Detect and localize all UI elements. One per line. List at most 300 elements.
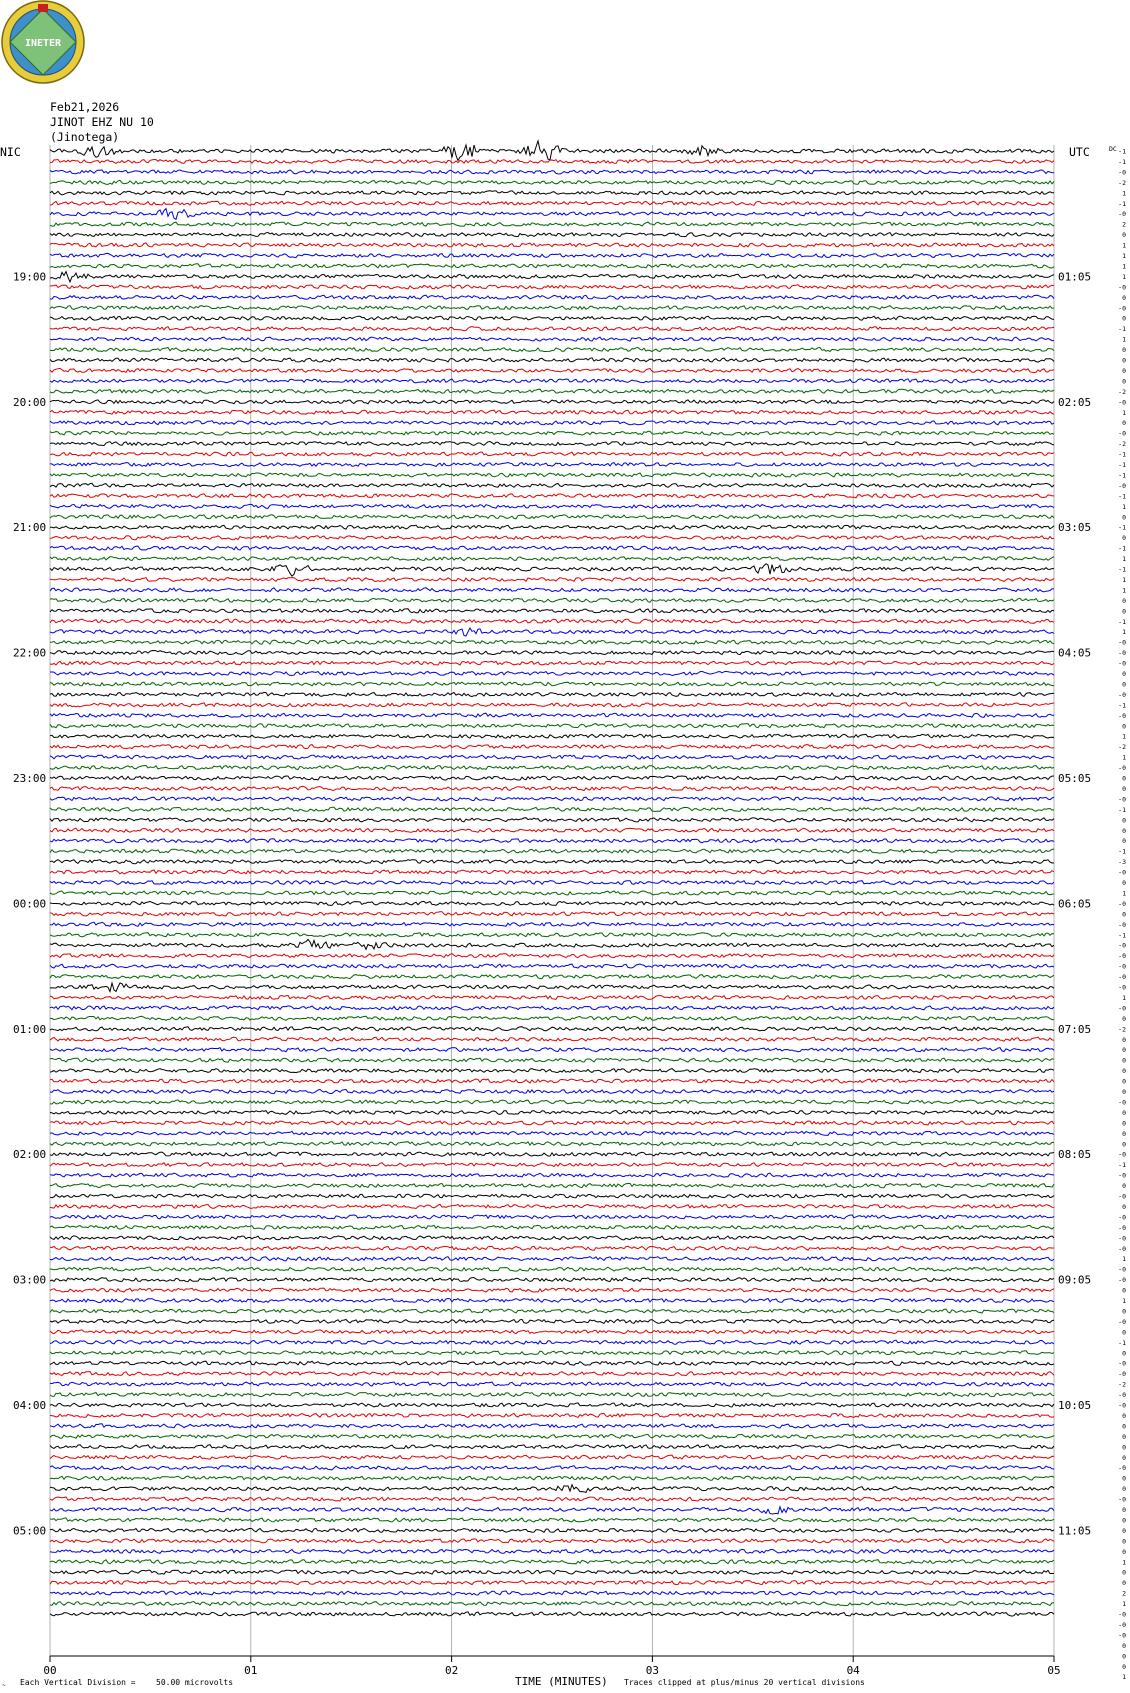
dc-offset-value: 0 xyxy=(1122,1328,1126,1337)
seismic-trace xyxy=(50,598,1054,602)
x-tick-label: 02 xyxy=(444,1664,459,1677)
dc-offset-value: -0 xyxy=(1118,398,1126,407)
dc-offset-value: 0 xyxy=(1122,1453,1126,1462)
seismic-trace xyxy=(50,1131,1054,1135)
dc-offset-value: 1 xyxy=(1122,586,1126,595)
seismic-trace xyxy=(50,1476,1054,1480)
seismic-trace xyxy=(50,233,1054,237)
seismic-trace xyxy=(50,1372,1054,1376)
seismic-trace xyxy=(50,1037,1054,1041)
hour-label-right: 09:05 xyxy=(1058,1273,1092,1287)
dc-offset-value: 0 xyxy=(1122,1568,1126,1577)
dc-offset-value: 1 xyxy=(1122,1558,1126,1567)
seismic-trace xyxy=(50,682,1054,686)
x-tick-group xyxy=(43,1656,1060,1677)
dc-offset-value: -1 xyxy=(1118,492,1126,501)
seismic-trace xyxy=(50,1110,1054,1114)
dc-offset-value: -1 xyxy=(1118,157,1126,166)
dc-offset-value: -0 xyxy=(1118,1244,1126,1253)
seismic-trace xyxy=(50,1591,1054,1595)
seismic-trace xyxy=(50,1518,1054,1522)
seismic-trace xyxy=(50,1340,1054,1344)
hour-label-left: 21:00 xyxy=(13,521,47,535)
seismic-trace xyxy=(50,1507,1054,1514)
seismic-trace xyxy=(50,786,1054,790)
dc-offset-value: -1 xyxy=(1118,805,1126,814)
dc-offset-value: 0 xyxy=(1122,1422,1126,1431)
dc-offset-value: -0 xyxy=(1118,1276,1126,1285)
scale-value: 50.00 microvolts xyxy=(156,1678,234,1687)
seismic-trace xyxy=(50,640,1054,644)
dc-offset-value: -0 xyxy=(1118,941,1126,950)
seismic-trace xyxy=(50,755,1054,759)
dc-offset-value: -0 xyxy=(1118,1401,1126,1410)
seismic-trace xyxy=(50,1528,1054,1532)
dc-offset-value: 0 xyxy=(1122,670,1126,678)
seismic-trace xyxy=(50,348,1054,352)
hour-label-left: 00:00 xyxy=(13,897,47,911)
seismic-trace xyxy=(50,1413,1054,1417)
dc-offset-value: -2 xyxy=(1118,743,1126,752)
dc-offset-value: -1 xyxy=(1118,147,1126,156)
seismic-trace xyxy=(50,1570,1054,1574)
seismic-trace xyxy=(50,939,1054,949)
dc-offset-value: 0 xyxy=(1122,1129,1126,1138)
dc-offset-value: -0 xyxy=(1118,1359,1126,1368)
dc-offset-value: -0 xyxy=(1118,1265,1126,1274)
dc-offset-value: 1 xyxy=(1122,189,1126,198)
seismic-trace xyxy=(50,1455,1054,1459)
dc-offset-value: -1 xyxy=(1118,199,1126,208)
dc-offset-value: 1 xyxy=(1122,1600,1126,1609)
seismic-trace xyxy=(50,1267,1054,1271)
seismic-trace xyxy=(50,209,1054,220)
seismic-trace xyxy=(50,839,1054,843)
seismic-trace xyxy=(50,1089,1054,1093)
dc-offset-value: -0 xyxy=(1118,795,1126,804)
dc-offset-value: 0 xyxy=(1122,1579,1126,1588)
dc-offset-value: 2 xyxy=(1122,1589,1126,1598)
dc-offset-value: 0 xyxy=(1122,534,1126,543)
dc-offset-value: 1 xyxy=(1122,1297,1126,1305)
station-code: JINOT EHZ NU 10 xyxy=(50,115,154,129)
dc-offset-value: 0 xyxy=(1122,1119,1126,1128)
seismic-trace xyxy=(50,1393,1054,1397)
dc-offset-value: 1 xyxy=(1122,252,1126,260)
dc-offset-value: -2 xyxy=(1118,387,1126,396)
dc-offset-value: 0 xyxy=(1122,1077,1126,1086)
local-timezone-label: NIC xyxy=(0,145,21,159)
dc-offset-value: -0 xyxy=(1118,1495,1126,1504)
seismic-trace xyxy=(50,849,1054,853)
seismic-trace xyxy=(50,159,1054,163)
dc-offset-value: -0 xyxy=(1118,1464,1126,1473)
hour-label-right: 10:05 xyxy=(1058,1399,1092,1412)
dc-offset-value: 1 xyxy=(1122,1673,1126,1682)
dc-offset-value: -0 xyxy=(1118,983,1126,992)
dc-offset-value: 0 xyxy=(1122,1035,1126,1044)
dc-offset-value: 0 xyxy=(1122,1537,1126,1546)
dc-column-label: DC xyxy=(1109,145,1117,153)
seismic-trace xyxy=(50,536,1054,540)
dc-offset-value: 0 xyxy=(1122,1547,1126,1556)
seismic-trace xyxy=(50,1309,1054,1313)
seismic-trace xyxy=(50,1434,1054,1438)
seismic-trace xyxy=(50,201,1054,205)
seismic-trace xyxy=(50,1194,1054,1198)
seismic-trace xyxy=(50,964,1054,968)
seismic-trace xyxy=(50,1319,1054,1323)
dc-offset-value: 0 xyxy=(1122,837,1126,846)
hour-label-left: 02:00 xyxy=(13,1148,47,1162)
utc-timezone-label: UTC xyxy=(1069,145,1090,159)
seismic-trace xyxy=(50,619,1054,623)
hour-label-left: 04:00 xyxy=(13,1399,47,1412)
dc-offset-value: 1 xyxy=(1122,753,1126,762)
dc-offset-value: -0 xyxy=(1118,920,1126,929)
dc-offset-value: -1 xyxy=(1118,847,1126,856)
dc-offset-value: 0 xyxy=(1122,722,1126,731)
dc-offset-value: 0 xyxy=(1122,1014,1126,1023)
dc-offset-value: -0 xyxy=(1118,899,1126,908)
trace-group xyxy=(50,141,1054,1616)
dc-offset-value: -0 xyxy=(1118,1620,1126,1629)
dc-offset-value: 0 xyxy=(1122,1202,1126,1211)
dc-offset-value: -1 xyxy=(1118,461,1126,469)
dc-offset-value: 0 xyxy=(1122,1286,1126,1295)
seismic-trace xyxy=(50,327,1054,331)
seismic-trace xyxy=(50,1602,1054,1606)
dc-offset-value: -1 xyxy=(1118,450,1126,459)
seismic-trace xyxy=(50,860,1054,864)
seismic-trace xyxy=(50,1048,1054,1052)
dc-offset-value: 1 xyxy=(1122,889,1126,898)
dc-offset-value: -0 xyxy=(1118,481,1126,490)
seismic-trace xyxy=(50,1100,1054,1104)
dc-offset-value: 0 xyxy=(1122,1432,1126,1441)
seismic-trace xyxy=(50,577,1054,581)
seismic-trace xyxy=(50,1246,1054,1250)
dc-offset-value: -0 xyxy=(1118,690,1126,699)
dc-offset-value: -0 xyxy=(1118,638,1126,647)
x-tick-label: 03 xyxy=(645,1664,660,1677)
dc-offset-value: -0 xyxy=(1118,764,1126,773)
hour-label-left: 23:00 xyxy=(13,772,47,785)
dc-offset-value: 0 xyxy=(1122,1349,1126,1358)
hour-label-left: 19:00 xyxy=(13,270,47,284)
seismic-trace xyxy=(50,494,1054,498)
seismic-trace xyxy=(50,891,1054,895)
dc-offset-value: -0 xyxy=(1118,304,1126,313)
dc-offset-value: -0 xyxy=(1118,1610,1126,1619)
hour-label-left: 05:00 xyxy=(13,1524,47,1538)
dc-offset-value: -1 xyxy=(1118,931,1126,940)
dc-offset-value: 0 xyxy=(1122,1474,1126,1483)
dc-offset-value: -1 xyxy=(1118,701,1126,710)
dc-offset-value: 0 xyxy=(1122,346,1126,355)
dc-offset-value: 1 xyxy=(1122,241,1126,250)
hour-label-right: 04:05 xyxy=(1058,646,1092,660)
hour-label-right: 06:05 xyxy=(1058,897,1092,911)
dc-offset-value: 0 xyxy=(1122,1652,1126,1661)
dc-offset-value: 0 xyxy=(1122,1046,1126,1055)
seismic-trace xyxy=(50,483,1054,487)
hour-label-right: 05:05 xyxy=(1058,772,1092,785)
dc-offset-value: 0 xyxy=(1122,774,1126,783)
seismic-trace xyxy=(50,651,1054,655)
seismic-trace xyxy=(50,734,1054,738)
seismic-trace xyxy=(50,557,1054,561)
dc-offset-value: -0 xyxy=(1118,952,1126,961)
seismic-trace xyxy=(50,724,1054,728)
seismic-trace xyxy=(50,703,1054,707)
seismic-trace xyxy=(50,1152,1054,1156)
dc-offset-value: -0 xyxy=(1118,1223,1126,1232)
seismic-trace xyxy=(50,564,1054,576)
dc-offset-value: -0 xyxy=(1118,1631,1126,1640)
x-tick-label: 04 xyxy=(846,1664,860,1677)
dc-offset-value: 0 xyxy=(1122,1662,1126,1671)
seismic-trace xyxy=(50,264,1054,268)
seismic-trace xyxy=(50,504,1054,508)
seismic-trace xyxy=(50,1079,1054,1083)
dc-offset-value: -1 xyxy=(1118,325,1126,334)
seismic-trace xyxy=(50,766,1054,770)
seismic-trace xyxy=(50,692,1054,696)
dc-offset-value: 0 xyxy=(1122,1108,1126,1117)
seismic-trace xyxy=(50,222,1054,226)
seismic-trace xyxy=(50,1006,1054,1010)
dc-offset-value: -1 xyxy=(1118,471,1126,480)
seismic-trace xyxy=(50,431,1054,435)
dc-offset-value: 1 xyxy=(1122,272,1126,281)
seismic-trace xyxy=(50,1225,1054,1229)
seismic-trace xyxy=(50,745,1054,749)
dc-offset-value: 0 xyxy=(1122,1067,1126,1076)
dc-offset-value: 0 xyxy=(1122,1411,1126,1420)
seismic-trace xyxy=(50,1173,1054,1177)
dc-offset-value: -0 xyxy=(1118,649,1126,658)
dc-offset-value: 2 xyxy=(1122,220,1126,229)
seismic-trace xyxy=(50,661,1054,665)
dc-offset-value: 0 xyxy=(1122,1140,1126,1149)
dc-offset-value: 1 xyxy=(1122,335,1126,344)
seismic-trace xyxy=(50,1204,1054,1208)
seismic-trace xyxy=(50,922,1054,926)
dc-offset-value: 0 xyxy=(1122,1182,1126,1191)
seismic-trace xyxy=(50,473,1054,477)
seismic-trace xyxy=(50,1445,1054,1449)
dc-offset-value: -0 xyxy=(1118,1317,1126,1326)
hour-label-right: 08:05 xyxy=(1058,1148,1092,1162)
hour-label-right: 03:05 xyxy=(1058,521,1092,535)
seismic-trace xyxy=(50,442,1054,446)
seismic-trace xyxy=(50,713,1054,717)
seismic-trace xyxy=(50,452,1054,456)
dc-offset-value: 0 xyxy=(1122,419,1126,428)
seismic-trace xyxy=(50,1278,1054,1282)
station-location: (Jinotega) xyxy=(50,130,120,144)
dc-offset-value: 0 xyxy=(1122,356,1126,365)
seismic-trace xyxy=(50,1058,1054,1062)
dc-offset-value: -0 xyxy=(1118,1098,1126,1107)
seismic-trace xyxy=(50,1361,1054,1365)
seismic-trace xyxy=(50,410,1054,414)
dc-offset-value: -1 xyxy=(1118,1338,1126,1347)
dc-offset-value: -0 xyxy=(1118,1171,1126,1180)
dc-offset-value: 0 xyxy=(1122,377,1126,386)
dc-offset-value: 0 xyxy=(1122,314,1126,323)
seismic-trace xyxy=(50,1215,1054,1219)
seismic-trace xyxy=(50,797,1054,801)
seismic-trace xyxy=(50,1121,1054,1125)
dc-offset-value: 0 xyxy=(1122,1516,1126,1525)
clip-note: Traces clipped at plus/minus 20 vertical divisions xyxy=(624,1678,865,1687)
seismic-trace xyxy=(50,515,1054,519)
seismic-trace xyxy=(50,1299,1054,1303)
dc-offset-value: 0 xyxy=(1122,826,1126,835)
dc-offset-value: 1 xyxy=(1122,732,1126,741)
seismic-trace xyxy=(50,933,1054,937)
seismic-trace xyxy=(50,368,1054,372)
dc-offset-value: 0 xyxy=(1122,1307,1126,1316)
dc-offset-value: 1 xyxy=(1122,993,1126,1002)
dc-offset-value: 0 xyxy=(1122,1641,1126,1650)
dc-offset-value: -0 xyxy=(1118,1213,1126,1222)
seismic-trace xyxy=(50,1163,1054,1167)
dc-offset-value: 1 xyxy=(1122,575,1126,584)
hour-label-left: 03:00 xyxy=(13,1273,47,1287)
seismic-trace xyxy=(50,1236,1054,1240)
seismic-trace xyxy=(50,671,1054,675)
seismic-trace xyxy=(50,901,1054,905)
seismic-trace xyxy=(50,546,1054,550)
logo-text: INETER xyxy=(24,38,62,49)
hour-label-left: 20:00 xyxy=(13,395,47,409)
dc-offset-value: -0 xyxy=(1118,1192,1126,1201)
hour-label-left: 01:00 xyxy=(13,1022,47,1036)
x-tick-label: 00 xyxy=(43,1664,57,1677)
dc-offset-value: -0 xyxy=(1118,1004,1126,1013)
dc-offset-value: -0 xyxy=(1118,868,1126,877)
seismic-trace xyxy=(50,1027,1054,1031)
scale-prefix: Each Vertical Division = xyxy=(20,1678,136,1687)
footer-mark: ~ xyxy=(2,1682,6,1689)
dc-offset-value: 0 xyxy=(1122,293,1126,302)
dc-offset-value: 1 xyxy=(1122,408,1126,417)
seismic-trace xyxy=(50,191,1054,195)
dc-offset-value: 0 xyxy=(1122,1506,1126,1514)
dc-offset-value: 0 xyxy=(1122,607,1126,616)
seismic-trace xyxy=(50,272,1054,282)
seismic-trace xyxy=(50,828,1054,832)
dc-offset-value: -2 xyxy=(1118,440,1126,449)
seismic-trace xyxy=(50,295,1054,299)
seismic-trace xyxy=(50,358,1054,362)
seismic-trace xyxy=(50,180,1054,184)
seismic-trace xyxy=(50,628,1054,636)
seismic-trace xyxy=(50,1612,1054,1616)
dc-offset-value: -1 xyxy=(1118,617,1126,626)
seismic-trace xyxy=(50,609,1054,613)
dc-offset-value: 0 xyxy=(1122,816,1126,825)
hour-label-right: 01:05 xyxy=(1058,270,1092,284)
hour-label-right: 11:05 xyxy=(1058,1524,1092,1538)
dc-offset-value: -0 xyxy=(1118,1391,1126,1400)
hour-label-right: 07:05 xyxy=(1058,1022,1092,1036)
dc-offset-value: -0 xyxy=(1118,962,1126,971)
seismic-trace xyxy=(50,285,1054,289)
seismic-trace xyxy=(50,1330,1054,1334)
dc-offset-value: 1 xyxy=(1122,555,1126,564)
dc-offset-value: -0 xyxy=(1118,429,1126,438)
seismic-trace xyxy=(50,983,1054,992)
seismic-trace xyxy=(50,243,1054,247)
dc-offset-value: 0 xyxy=(1122,1526,1126,1535)
seismic-trace xyxy=(50,1351,1054,1355)
dc-offset-value: 0 xyxy=(1122,1443,1126,1452)
dc-offset-value: 1 xyxy=(1122,1255,1126,1264)
dc-offset-group xyxy=(1118,148,1126,1682)
seismic-trace xyxy=(50,1142,1054,1146)
seismic-trace xyxy=(50,870,1054,874)
seismic-trace xyxy=(50,954,1054,958)
dc-offset-value: -3 xyxy=(1118,858,1126,867)
seismic-trace xyxy=(50,525,1054,529)
dc-offset-value: 0 xyxy=(1122,879,1126,887)
seismic-trace xyxy=(50,1069,1054,1073)
seismic-trace xyxy=(50,1257,1054,1261)
seismic-trace xyxy=(50,1581,1054,1585)
seismic-trace xyxy=(50,881,1054,885)
seismic-trace xyxy=(50,253,1054,257)
seismic-trace xyxy=(50,1403,1054,1407)
dc-offset-value: 0 xyxy=(1122,366,1126,375)
dc-offset-value: -1 xyxy=(1118,1161,1126,1170)
hour-label-right: 02:05 xyxy=(1058,395,1092,409)
seismic-trace xyxy=(50,995,1054,999)
dc-offset-value: 0 xyxy=(1122,1088,1126,1096)
seismic-trace xyxy=(50,1016,1054,1020)
dc-offset-value: -1 xyxy=(1118,544,1126,553)
seismic-trace xyxy=(50,400,1054,404)
dc-offset-value: 0 xyxy=(1122,231,1126,240)
dc-offset-value: -0 xyxy=(1118,659,1126,668)
dc-offset-value: 0 xyxy=(1122,680,1126,689)
seismic-trace xyxy=(50,1497,1054,1501)
seismic-trace xyxy=(50,1549,1054,1553)
dc-offset-value: 0 xyxy=(1122,513,1126,522)
x-tick-label: 05 xyxy=(1047,1664,1061,1677)
x-tick-label: 01 xyxy=(244,1664,258,1677)
dc-offset-value: 0 xyxy=(1122,1485,1126,1494)
dc-offset-value: 0 xyxy=(1122,596,1126,605)
seismic-trace xyxy=(50,316,1054,320)
dc-offset-value: -2 xyxy=(1118,1025,1126,1034)
dc-offset-value: 1 xyxy=(1122,502,1126,511)
seismic-trace xyxy=(50,306,1054,310)
seismic-trace xyxy=(50,170,1054,174)
seismic-trace xyxy=(50,807,1054,811)
seismic-trace xyxy=(50,588,1054,592)
minute-gridlines xyxy=(50,145,1054,1656)
dc-offset-value: 1 xyxy=(1122,262,1126,271)
seismic-trace xyxy=(50,975,1054,979)
seismic-trace xyxy=(50,421,1054,425)
dc-offset-value: -0 xyxy=(1118,1370,1126,1379)
dc-offset-value: -0 xyxy=(1118,1150,1126,1159)
x-axis-title: TIME (MINUTES) xyxy=(515,1675,608,1688)
